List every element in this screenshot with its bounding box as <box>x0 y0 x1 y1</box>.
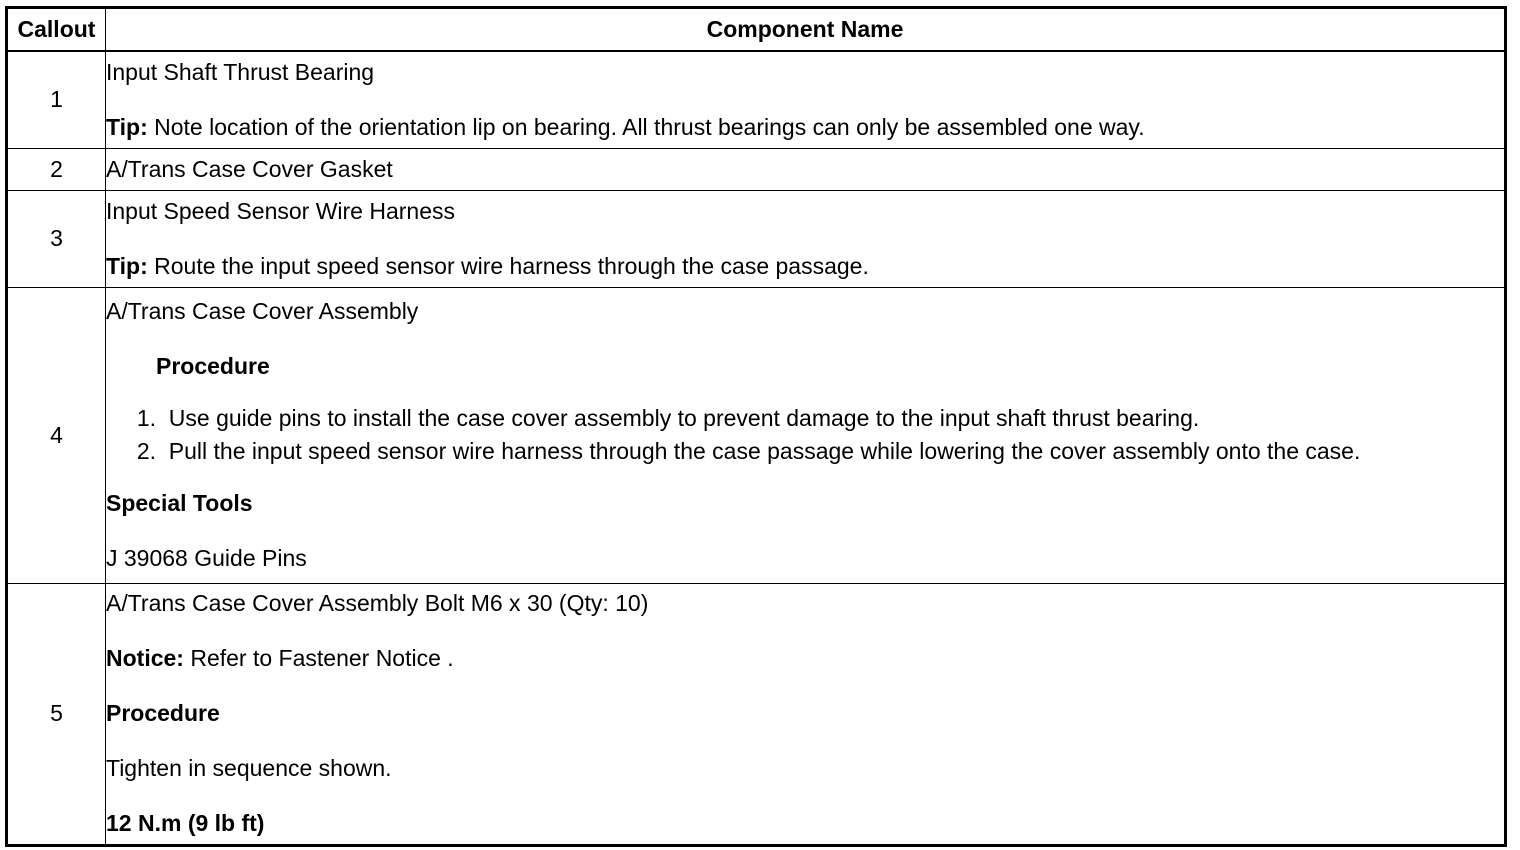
callout-cell: 2 <box>7 148 106 190</box>
component-cell <box>106 287 1506 583</box>
notice-note <box>106 645 1504 672</box>
component-name: Input Shaft Thrust Bearing <box>106 58 375 85</box>
component-cell <box>106 148 1506 190</box>
notice-label: Notice: <box>106 645 184 671</box>
table-row <box>7 148 1506 190</box>
procedure-steps <box>106 402 1504 468</box>
special-tool-item: J 39068 Guide Pins <box>106 545 307 571</box>
component-name-column-header: Component Name <box>106 8 1506 52</box>
special-tools-heading: Special Tools <box>106 490 253 516</box>
component-name: A/Trans Case Cover Assembly <box>106 298 419 324</box>
procedure-heading: Procedure <box>156 353 270 379</box>
component-name: A/Trans Case Cover Assembly Bolt M6 x 30 (Qty: 10) <box>106 590 649 616</box>
procedure-step <box>106 435 1504 468</box>
torque-spec: 12 N.m (9 lb ft) <box>106 810 265 836</box>
callout-cell: 4 <box>7 287 106 583</box>
component-name: Input Speed Sensor Wire Harness <box>106 197 456 224</box>
step-number: 2. <box>136 438 156 464</box>
component-name: A/Trans Case Cover Gasket <box>106 155 393 182</box>
step-text: Pull the input speed sensor wire harness through the case passage while lowering the cover assembly onto the case. <box>168 438 1361 464</box>
components-table <box>5 6 1507 847</box>
tip-label: Tip: <box>106 252 148 279</box>
procedure-heading: Procedure <box>106 700 220 726</box>
component-cell <box>106 190 1506 287</box>
procedure-step <box>106 402 1504 435</box>
callout-cell: 1 <box>7 51 106 148</box>
component-cell <box>106 51 1506 148</box>
tip-label: Tip: <box>106 113 148 140</box>
table-row <box>7 51 1506 148</box>
callout-cell: 3 <box>7 190 106 287</box>
table-row <box>7 287 1506 583</box>
tip-text: Route the input speed sensor wire harness through the case passage. <box>147 252 869 279</box>
callout-column-header: Callout <box>7 8 106 52</box>
procedure-text: Tighten in sequence shown. <box>106 755 392 781</box>
table-row <box>7 190 1506 287</box>
callout-cell: 5 <box>7 583 106 845</box>
component-cell <box>106 583 1506 845</box>
step-text: Use guide pins to install the case cover assembly to prevent damage to the input shaft thrust bearing. <box>168 405 1200 431</box>
step-number: 1. <box>136 405 156 431</box>
table-row <box>7 583 1506 845</box>
tip-note <box>106 114 1504 141</box>
tip-text: Note location of the orientation lip on bearing. All thrust bearings can only be assembled one way. <box>147 113 1145 140</box>
notice-text: Refer to Fastener Notice . <box>183 645 454 671</box>
tip-note <box>106 253 1504 280</box>
table-header-row <box>7 8 1506 52</box>
